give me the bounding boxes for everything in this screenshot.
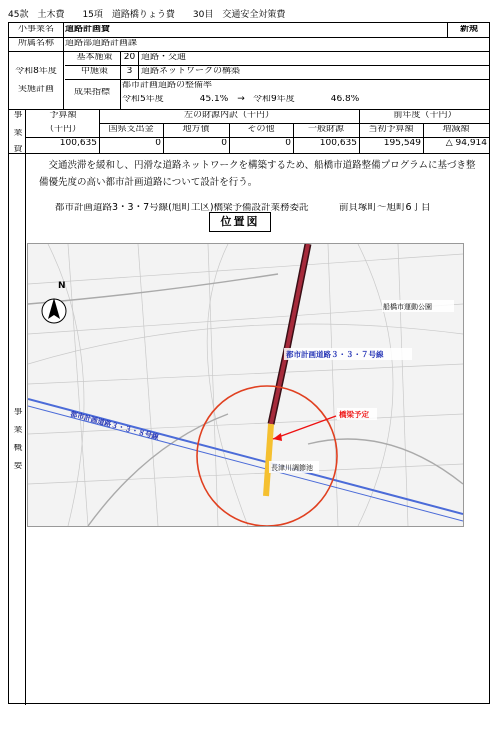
north-arrow-icon: N	[58, 281, 66, 291]
col-initial: 当初予算額	[368, 125, 414, 134]
val-bond: 0	[221, 139, 227, 148]
row-divider	[9, 51, 489, 52]
row-divider	[99, 123, 489, 124]
row-divider	[9, 109, 489, 110]
work-location: 前貝塚町～旭町6丁目	[339, 203, 431, 213]
col-divider	[120, 51, 121, 109]
col-divider	[359, 109, 360, 153]
middle-policy-no: 3	[126, 67, 133, 76]
col-other: その他	[247, 125, 275, 134]
val-general: 100,635	[319, 139, 357, 148]
dept-label: 所属名称	[17, 39, 54, 48]
plan-label: 実施計画	[17, 85, 54, 94]
basic-policy-no: 20	[123, 53, 136, 62]
val-change: △ 94,914	[445, 139, 487, 148]
indicator-to: 令和9年度 46.8%	[253, 95, 360, 104]
col-divider	[99, 109, 100, 153]
val-national: 0	[155, 139, 161, 148]
col-general: 一般財源	[307, 125, 344, 134]
col-national: 国県支出金	[108, 125, 154, 134]
budget-side-2: 業	[13, 129, 23, 138]
row-divider	[65, 79, 489, 80]
source-label: 左の財源内訳（千円）	[183, 111, 274, 120]
middle-policy-value: 道路ネットワークの構築	[141, 67, 241, 76]
budget-side-1: 事	[13, 111, 23, 120]
map-label-road8: 都市計画道路３・３・８号線	[69, 410, 160, 442]
row-divider	[9, 153, 489, 154]
map-label-bridge: 橋梁予定	[339, 410, 369, 419]
col-divider	[229, 123, 230, 153]
indicator-label: 成果指標	[73, 88, 110, 97]
work-item: 都市計画道路3・3・7号線(旭町工区)橋梁予備設計業務委託	[55, 203, 309, 213]
map-label-road7: 都市計画道路３・３・７号線	[286, 350, 384, 359]
project-name: 道路計画費	[65, 25, 111, 34]
val-budget: 100,635	[59, 139, 97, 148]
val-initial: 195,549	[383, 139, 421, 148]
prev-year-label: 前年度（千円）	[393, 111, 457, 120]
map-label-pond: 長津川調節池	[271, 464, 313, 472]
row-divider	[9, 37, 489, 38]
arrow-icon: →	[237, 95, 245, 104]
location-map	[27, 243, 464, 527]
map-label-park: 船橋市運動公園	[383, 303, 432, 311]
budget-label: 予算額	[49, 111, 77, 120]
map-title: 位置図	[209, 212, 271, 232]
col-divider	[63, 23, 64, 109]
status-badge: 新規	[459, 25, 478, 34]
col-divider	[423, 123, 424, 153]
middle-policy-label: 中施策	[80, 67, 108, 76]
plan-period: 令和8年度	[15, 67, 57, 76]
col-divider	[293, 123, 294, 153]
budget-unit: （千円）	[44, 125, 81, 134]
col-divider	[447, 23, 448, 37]
budget-side-3: 費	[13, 145, 23, 154]
indicator-from: 令和5年度 45.1%	[122, 95, 229, 104]
project-name-label: 小事業名	[17, 25, 54, 34]
row-divider	[65, 65, 489, 66]
overview-description: 交通渋滞を緩和し、円滑な道路ネットワークを構築するため、船橋市道路整備プログラムに基づき整備優先度の高い都市計画道路について設計を行う。	[39, 160, 476, 188]
page-header: 45款 土木費 15項 道路橋りょう費 30目 交通安全対策費	[8, 10, 286, 20]
row-divider	[25, 137, 489, 138]
overview-side-2: 業	[13, 426, 23, 435]
overview-side-3: 概	[13, 444, 23, 453]
col-divider	[25, 109, 26, 705]
basic-policy-value: 道路・交通	[141, 53, 187, 62]
overview-side-1: 事	[13, 408, 23, 417]
basic-policy-label: 基本施策	[76, 53, 113, 62]
val-other: 0	[285, 139, 291, 148]
indicator-name: 都市計画道路の整備率	[122, 81, 213, 90]
dept-name: 道路部道路計画課	[65, 39, 138, 48]
col-divider	[163, 123, 164, 153]
col-divider	[138, 51, 139, 79]
col-change: 増減額	[442, 125, 470, 134]
col-bond: 地方債	[182, 125, 210, 134]
overview-side-4: 要	[13, 462, 23, 471]
